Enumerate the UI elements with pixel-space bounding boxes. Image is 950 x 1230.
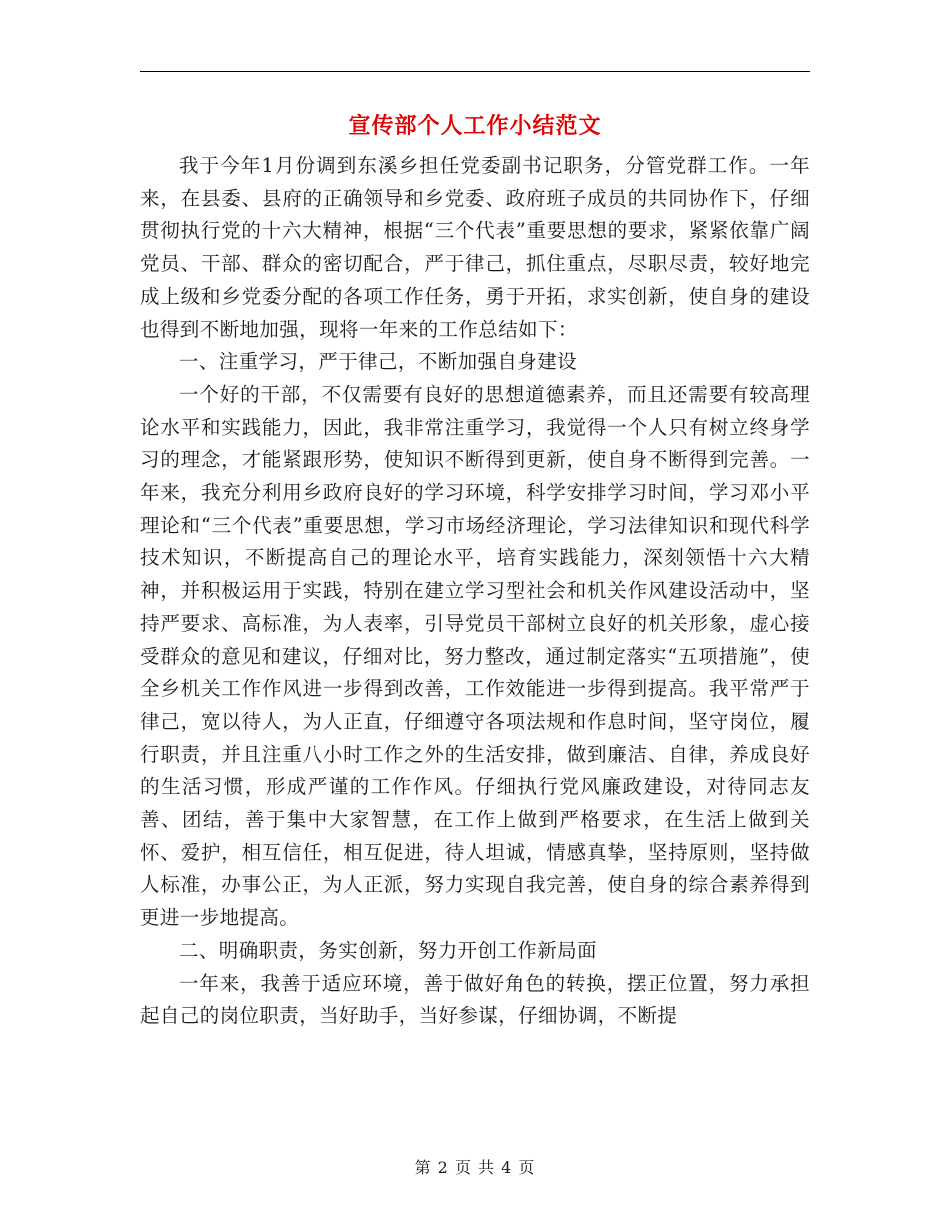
paragraph-intro: 我于今年1月份调到东溪乡担任党委副书记职务，分管党群工作。一年来，在县委、县府的正确领导和乡党委、政府班子成员的共同协作下，仔细贯彻执行党的十六大精神，根据“三个代表”重要思想的要求，紧紧依靠广阔党员、干部、群众的密切配合，严于律己，抓住重点，尽职尽责，较好地完成上级和乡党委分配的各项工作任务，勇于开拓，求实创新，使自身的建设也得到不断地加强，现将一年来的工作总结如下： — [140, 154, 810, 341]
paragraph-section-2: 一年来，我善于适应环境，善于做好角色的转换，摆正位置，努力承担起自己的岗位职责，当好助手，当好参谋，仔细协调，不断提 — [140, 971, 810, 1028]
paragraph-section-1: 一个好的干部，不仅需要有良好的思想道德素养，而且还需要有较高理论水平和实践能力，因此，我非常注重学习，我觉得一个人只有树立终身学习的理念，才能紧跟形势，使知识不断得到更新，使自身不断得到完善。一年来，我充分利用乡政府良好的学习环境，科学安排学习时间，学习邓小平理论和“三个代表”重要思想，学习市场经济理论，学习法律知识和现代科学技术知识，不断提高自己的理论水平，培育实践能力，深刻领悟十六大精神，并积极运用于实践，特别在建立学习型社会和机关作风建设活动中，坚持严要求、高标准，为人表率，引导党员干部树立良好的机关形象，虚心接受群众的意见和建议，仔细对比，努力整改，通过制定落实“五项措施”，使全乡机关工作作风进一步得到改善，工作效能进一步得到提高。我平常严于律己，宽以待人，为人正直，仔细遵守各项法规和作息时间，坚守岗位，履行职责，并且注重八小时工作之外的生活安排，做到廉洁、自律，养成良好的生活习惯，形成严谨的工作作风。仔细执行党风廉政建设，对待同志友善、团结，善于集中大家智慧，在工作上做到严格要求，在生活上做到关怀、爱护，相互信任，相互促进，待人坦诚，情感真挚，坚持原则，坚持做人标准，办事公正，为人正派，努力实现自我完善，使自身的综合素养得到更进一步地提高。 — [140, 382, 810, 930]
header-rule — [140, 71, 810, 72]
page-number-label: 第 2 页 共 4 页 — [414, 1158, 536, 1177]
page-footer — [140, 1155, 810, 1178]
section-heading-1: 一、注重学习，严于律己，不断加强自身建设 — [179, 350, 578, 374]
document-body — [140, 150, 810, 1033]
section-heading-2: 二、明确职责，务实创新，努力开创工作新局面 — [179, 938, 597, 962]
document-title: 宣传部个人工作小结范文 — [348, 113, 602, 139]
